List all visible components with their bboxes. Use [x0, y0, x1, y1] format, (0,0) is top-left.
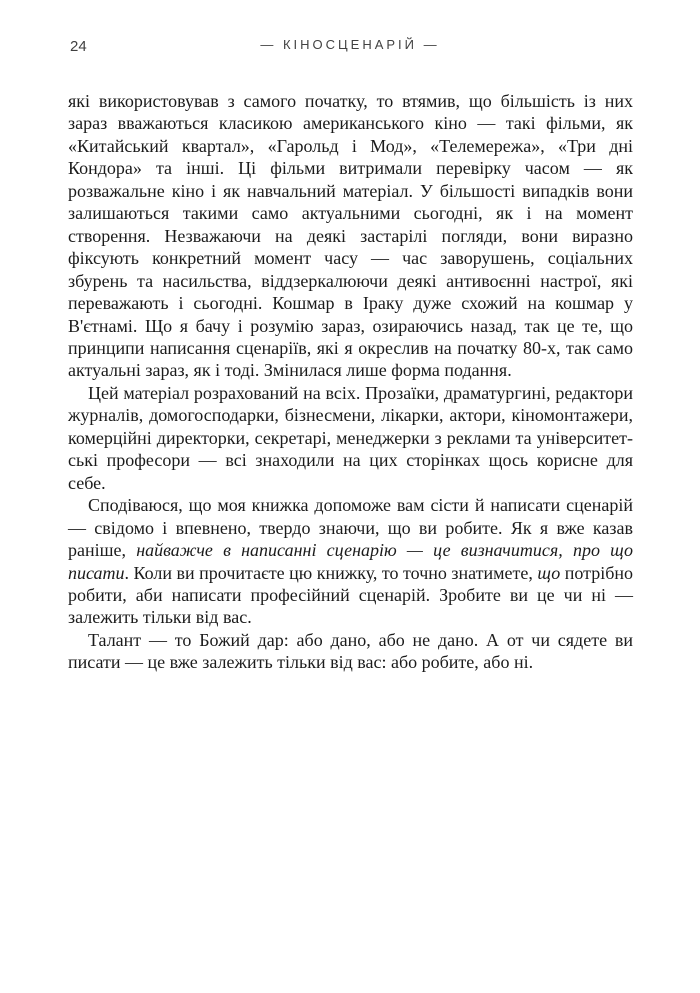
paragraph-text: які використовував з самого початку, то втямив, що більшість із них зараз вважаються класикою американського кіно — такі фільми, як «Китайський квартал», «Гарольд і Мод», «Телемережа», «Три дні Кондора» та інші. Ці фільми витримали перевірку часом — як розважальне кіно і як навчальний матеріал. У більшості випадків вони залишаються такими само актуальними сьогодні, як і на момент створення. Незважаючи на деякі застарілі погляди, вони виразно фіксують конкретний момент часу — час заворушень, соціальних збурень та насильства, віддзеркалюючи деякі антивоєнні настрої, які переважають і сьогодні. Кошмар в Іраку дуже схожий на кошмар у В'єтнамі. Що я бачу і розумію зараз, озираючись назад, так це те, що принципи написання сценаріїв, які я окреслив на початку 80-х, так само актуальні зараз, як і тоді. Змінилася лише форма подання. — [68, 91, 633, 381]
paragraph-text: потрібно робити, аби написати професійний сценарій. Зробите ви це чи ні — залежить тільки від вас. — [68, 562, 633, 628]
paragraph-text: Талант — то Божий дар: або дано, або не дано. А от чи сядете ви писати — це вже залежить тільки від вас: або робите, або ні. — [68, 629, 633, 673]
italic-emphasis: що — [537, 562, 561, 583]
paragraph-continuation — [68, 90, 633, 382]
page-number: 24 — [70, 38, 87, 55]
page-body — [68, 90, 633, 674]
paragraph-text: Сподіваюся, що моя книжка допоможе вам сісти й написати сценарій — свідомо і впевнено, твердо знаючи, що ви робите. Як я вже казав раніше, — [68, 495, 633, 561]
paragraph-audience — [68, 382, 633, 494]
paragraph-hope — [68, 494, 633, 629]
paragraph-text: Цей матеріал розрахований на всіх. Прозаїки, драматургині, редактори журналів, домогосподарки, бізнесмени, лікарки, актори, кіномонтажери, комерційні директорки, секретарі, менеджерки з реклами та університетські професори — всі знаходили на цих сторінках щось корисне для себе. — [68, 382, 633, 493]
running-title: — КІНОСЦЕНАРІЙ — — [260, 37, 440, 52]
italic-emphasis: найважче в написанні сценарію — це визначитися, про що писати — [68, 540, 633, 583]
paragraph-talent — [68, 629, 633, 674]
paragraph-text: . Коли ви прочитаєте цю книжку, то точно знатимете, — [124, 562, 538, 583]
page-header — [0, 37, 700, 57]
